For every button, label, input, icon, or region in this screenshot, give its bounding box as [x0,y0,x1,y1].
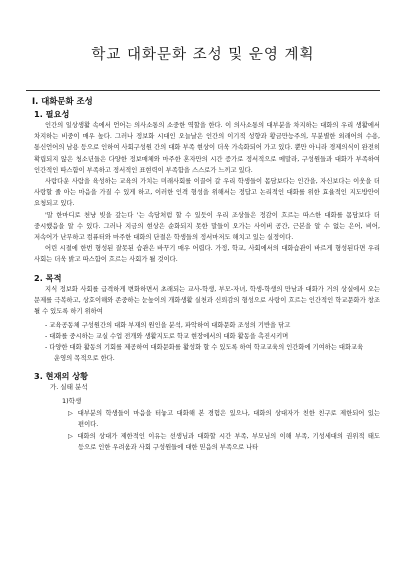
current-heading: 3. 현재의 상황 [34,371,89,382]
finding-item: ▷ 대화의 상대가 제한적인 이유는 선생님과 대화할 시간 부족, 부모님의 이해 부족, 기성세대의 권위적 태도 등으로 인한 우려움과 사회 구성원들에 대한 믿음의 부족으로 나타 [68,432,380,451]
finding-item: ▷ 대부분의 학생들이 마음을 터놓고 대화해 본 경험은 있으나, 대화의 상대자가 친한 친구로 제한되어 있는 편이다. [68,410,380,429]
purpose-heading: 2. 목적 [34,272,62,283]
section-heading: Ⅰ. 대화문화 조성 [32,96,93,106]
section-divider [26,90,380,91]
purpose-list [40,320,380,364]
student-findings-list [68,408,380,453]
document-title: 학교 대화문화 조성 및 운영 계획 [91,47,315,63]
necessity-paragraph-1: 인간의 일상생활 속에서 언어는 의사소통의 소중한 역할을 한다. 이 의사소통의 대부분을 차지하는 대화의 우리 생활에서 차지하는 비중이 매우 높다. 그러나 정보화 시대인 오늘날은 인간의 이기적 성향과 황금만능주의, 무분별한 외래어의 수용, 통신언어의 남용 등으로 인하여 사회구성원 간의 대화 부족 현상이 더욱 가속화되어 가고 있다. 뿐만 아니라 경제의식이 완전히 확립되지 않은 청소년들은 다양한 정보매체와 마주한 혼자만의 시간 증가로 정서적으로 메말라, 구성원들과 대화가 부족하여 인간적인 따스함이 부족하고 정서적인 표현력이 부족함을 스스로가 느끼고 있다. [34,122,380,174]
necessity-paragraph-3: '말 한마디로 천냥 빚을 갚는다 '는 속담처럼 할 수 있듯이 우리 조상들은 정감이 흐르는 따스한 대화를 몸담보다 더 중시했음을 알 수 있다. 그러나 지금의 현상은 순화되지 못한 말들이 오가는 사이버 공간, 근본을 알 수 없는 은어, 비어, 저속어가 난무하고 컴퓨터와 마주한 대화의 단절은 학생들의 정서마저도 해치고 있는 실정이다. [34,211,380,242]
analysis-subheading: 가. 실태 분석 [50,383,88,392]
purpose-list-item: - 다양한 대화 활동의 기회를 제공하여 대화문화를 활성화 할 수 있도록 하여 학교교육의 인간화에 기여하는 대화교육 운영의 목적으로 한다. [45,344,364,363]
necessity-paragraph-4: 어린 시절에 한번 형성된 잘못된 습관은 바꾸기 매우 어렵다. 가정, 학교, 사회에서의 대화습관이 바르게 형성된다면 우리 사회는 더욱 밝고 따스함이 흐르는 사회가 될 것이다. [34,245,380,264]
necessity-heading: 1. 필요성 [34,109,70,119]
purpose-paragraph: 지식 정보화 사회를 급격하게 변화하면서 초래되는 교사-학생, 부모-자녀, 학생-학생의 만남과 대화가 거의 상실에서 오는 문제를 극복하고, 상호이해와 존중하는 눈높이의 개화생활 실천과 신뢰감의 형성으로 사랑이 흐르는 인간적인 학교문화가 창조 될 수 있도록 하기 위하여 [34,285,380,316]
student-subheading: 1)학생 [62,397,82,406]
necessity-paragraph-2: 사람다운 사람을 육성하는 교육의 가치는 미래사회를 이끌어 갈 우리 학생들이 몸담보다는 인간을, 자신보다는 이웃을 더 사랑할 줄 아는 마음을 가질 수 있게 하고, 이러한 인격 형성을 위해서는 정답고 논리적인 대화를 위한 효율적인 지도방안이 요청되고 있다. [34,178,380,208]
purpose-list-item: - 교육공동체 구성원간의 대화 부재의 원인을 분석, 파악하여 대화문화 조성의 기반을 닦고 [45,322,291,330]
purpose-list-item: - 대화를 중시하는 교실 수업 전개와 생활지도로 학교 현장에서의 대화 활동을 촉진시키며 [45,333,289,341]
